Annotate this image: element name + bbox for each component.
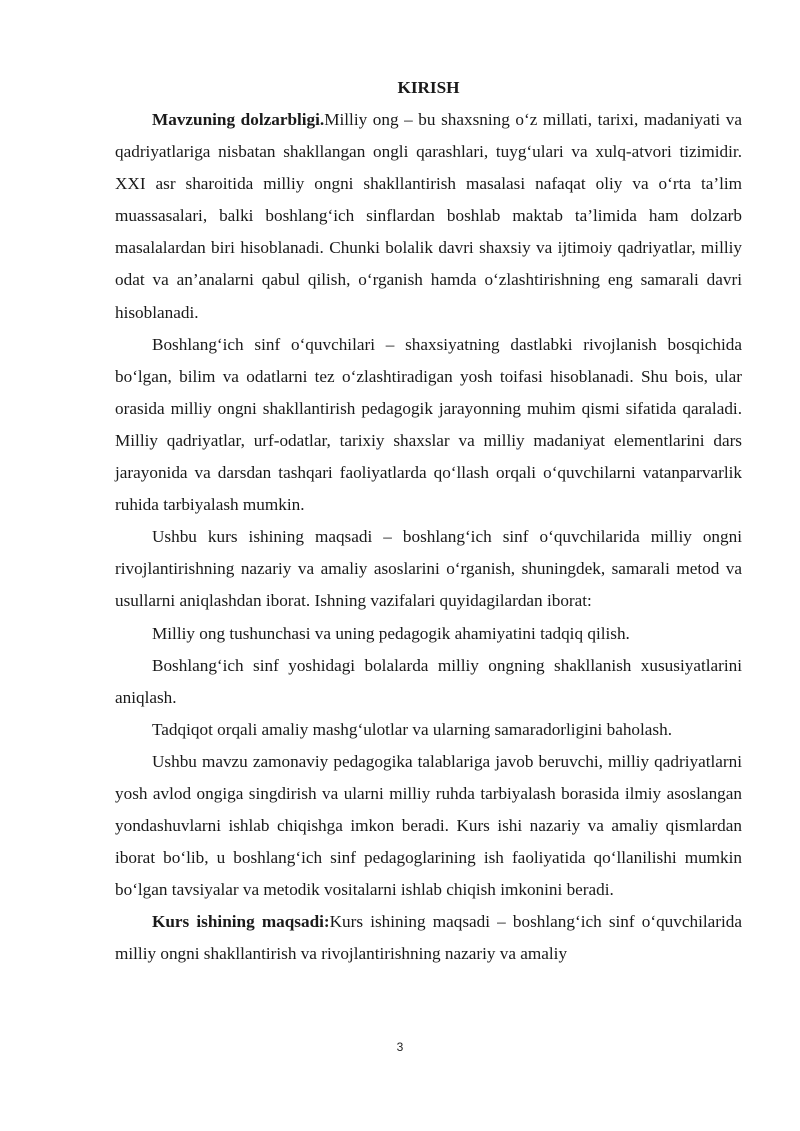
paragraph-task-1	[115, 618, 742, 650]
paragraph-lead: Mavzuning dolzarbligi.	[152, 110, 325, 129]
paragraph-task-3	[115, 714, 742, 746]
paragraph-text: Boshlang‘ich sinf yoshidagi bolalarda milliy ongning shakllanish xususiyatlarini aniqlash.	[115, 655, 742, 707]
paragraph-lead: Kurs ishining maqsadi:	[152, 912, 330, 932]
paragraph-task-2	[115, 650, 742, 714]
paragraph-relevance	[115, 104, 742, 329]
paragraph-text: Ushbu kurs ishining maqsadi – boshlang‘ich sinf o‘quvchilarida milliy ongni rivojlantirishning nazariy va amaliy asoslarini o‘rganish, shuningdek, samarali metod va usullarni aniqlashdan iborat. Ishning vazifalari quyidagilardan iborat:	[115, 527, 742, 611]
paragraph-pupils	[115, 329, 742, 522]
paragraph-aim	[115, 521, 742, 617]
paragraph-text: Ushbu mavzu zamonaviy pedagogika talablariga javob beruvchi, milliy qadriyatlarni yosh avlod ongiga singdirish va ularni milliy ruhda tarbiyalash borasida ilmiy asoslangan yondashuvlarni ishlab chiqishga imkon beradi. Kurs ishi nazariy va amaliy qismlardan iborat bo‘lib, u boshlang‘ich sinf pedagoglarining ish faoliyatida qo‘llanilishi mumkin bo‘lgan tavsiyalar va metodik vositalarni ishlab chiqish imkonini beradi.	[115, 751, 742, 900]
paragraph-text: Tadqiqot orqali amaliy mashg‘ulotlar va ularning samaradorligini baholash.	[152, 719, 673, 739]
page-number: 3	[396, 1040, 404, 1054]
paragraph-goal	[115, 906, 742, 970]
paragraph-significance	[115, 746, 742, 906]
paragraph-text: Milliy ong – bu shaxsning o‘z millati, tarixi, madaniyati va qadriyatlariga nisbatan shakllangan ongli qarashlari, tuyg‘ulari va xulq-atvori tizimidir. XXI asr sharoitida milliy ongni shakllantirish masalasi nafaqat oliy va o‘rta ta’lim muassasalari, balki boshlang‘ich sinflardan boshlab maktab ta’limida ham dolzarb masalalardan biri hisoblanadi. Chunki bolalik davri shaxsiy va ijtimoiy qadriyatlar, milliy odat va an’analarni qabul qilish, o‘rganish hamda o‘zlashtirishning eng samarali davri hisoblanadi.	[115, 110, 742, 322]
paragraph-text: Milliy ong tushunchasi va uning pedagogik ahamiyatini tadqiq qilish.	[152, 623, 630, 643]
paragraph-text: Kurs ishining maqsadi – boshlang‘ich sinf o‘quvchilarida milliy ongni shakllantirish va rivojlantirishning nazariy va amaliy	[115, 912, 742, 964]
paragraph-text: Boshlang‘ich sinf o‘quvchilari – shaxsiyatning dastlabki rivojlanish bosqichida bo‘lgan, bilim va odatlarni tez o‘zlashtiradigan yosh toifasi hisoblanadi. Shu bois, ular orasida milliy ongni shakllantirish pedagogik jarayonning muhim qismi sifatida qaraladi. Milliy qadriyatlar, urf-odatlar, tarixiy shaxslar va milliy madaniyat elementlarini dars jarayonida va darsdan tashqari faoliyatlarda qo‘llash orqali o‘quvchilarni vatanparvarlik ruhida tarbiyalash mumkin.	[115, 334, 742, 515]
section-heading: KIRISH	[397, 78, 460, 97]
